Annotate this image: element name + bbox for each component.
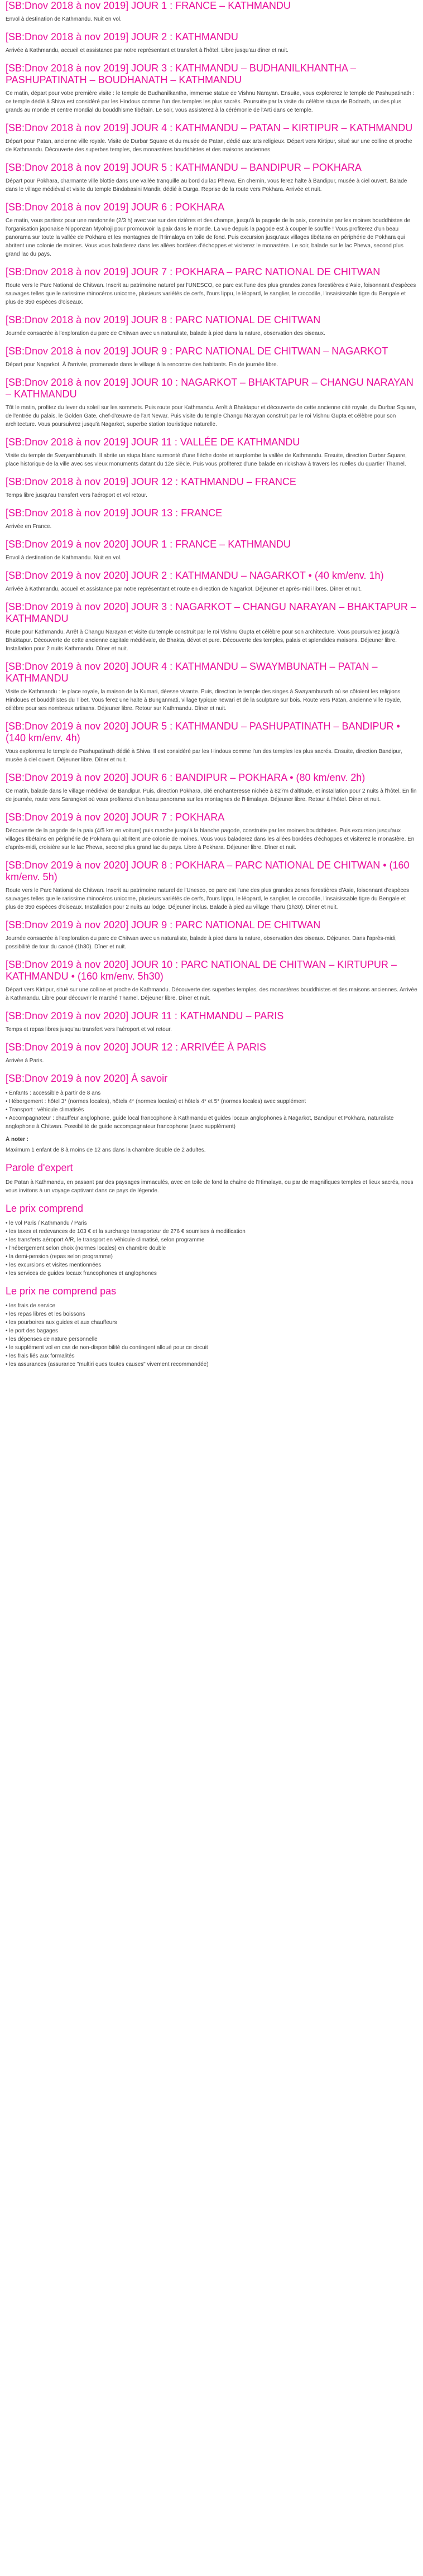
day-block xyxy=(6,507,417,531)
day-block xyxy=(6,63,417,114)
day-title: [SB:Dnov 2019 à nov 2020] JOUR 7 : POKHARA xyxy=(6,812,225,823)
day-block xyxy=(6,122,417,154)
itinerary xyxy=(6,0,417,1065)
expert-section xyxy=(6,1162,417,1195)
non-comprend-title: Le prix ne comprend pas xyxy=(6,1285,117,1297)
savoir-item: • Hébergement : hôtel 3* (normes locales), hôtels 4* (normes locales) et hôtels 4* et 5* (normes locales) avec supplément xyxy=(6,1097,417,1106)
day-title: [SB:Dnov 2019 à nov 2020] JOUR 10 : PARC NATIONAL DE CHITWAN – KIRTUPUR – KATHMANDU • (160 km/env. 5h30) xyxy=(6,959,397,982)
day-title: [SB:Dnov 2018 à nov 2019] JOUR 7 : POKHARA – PARC NATIONAL DE CHITWAN xyxy=(6,266,381,277)
day-block xyxy=(6,959,417,1002)
day-title: [SB:Dnov 2018 à nov 2019] JOUR 11 : VALLÉE DE KATHMANDU xyxy=(6,436,300,448)
day-block xyxy=(6,202,417,258)
day-description: Arrivée à Paris. xyxy=(6,1058,44,1064)
day-description: Découverte de la pagode de la paix (4/5 km en voiture) puis marche jusqu'à la blanche pagode, construite par les moines bouddhistes. Puis excursion jusqu'aux villages tibétains en périphérie de Pokhara qui abritent une colonie de moines. Vous vous baladerez dans les allées bordées d'échoppes et visiterez le monastère. En d'après-midi, croisière sur le lac Phewa, second plus grand lac du pays. Libre à Pokhara. Déjeuner libre. Dîner et nuit. xyxy=(6,828,415,851)
savoir-list xyxy=(6,1089,417,1131)
comprend-item: • la demi-pension (repas selon programme) xyxy=(6,1253,417,1261)
day-block xyxy=(6,919,417,951)
day-description: Tôt le matin, profitez du lever du soleil sur les sommets. Puis route pour Kathmandu. Arrêt à Bhaktapur et découverte de cette ancienne cité royale, du Durbar Square, de l'entrée du palais, le Golden Gate, chef-d'œuvre de l'art Newar. Puis visite du temple Changu Narayan construit par le roi Vishnu Gupta et célèbre pour son architecture. Vous poursuivrez jusqu'à Nagarkot, superbe station touristique naturelle. xyxy=(6,405,416,428)
day-block xyxy=(6,1010,417,1034)
non-comprend-item: • le supplément vol en cas de non-disponibilité du contingent alloué pour ce circuit xyxy=(6,1344,417,1352)
comprend-item: • les taxes et redevances de 103 € et la surcharge transporteur de 276 € soumises à modification xyxy=(6,1227,417,1236)
day-title: [SB:Dnov 2019 à nov 2020] JOUR 6 : BANDIPUR – POKHARA • (80 km/env. 2h) xyxy=(6,772,366,783)
day-block xyxy=(6,162,417,194)
day-title: [SB:Dnov 2019 à nov 2020] JOUR 2 : KATHMANDU – NAGARKOT • (40 km/env. 1h) xyxy=(6,570,384,581)
day-title: [SB:Dnov 2018 à nov 2019] JOUR 12 : KATHMANDU – FRANCE xyxy=(6,476,296,487)
comprend-item: • l'hébergement selon choix (normes locales) en chambre double xyxy=(6,1244,417,1253)
day-title: [SB:Dnov 2019 à nov 2020] JOUR 12 : ARRIVÉE À PARIS xyxy=(6,1042,266,1053)
day-description: Envol à destination de Kathmandu. Nuit en vol. xyxy=(6,555,122,561)
day-description: Ce matin, balade dans le village médiéval de Bandipur. Puis, direction Pokhara, cité enchanteresse nichée à 827m d'altitude, et installation pour 2 nuits à l'hôtel. En fin de journée, route vers Sarangkot où vous profiterez d'un beau panorama sur les montagnes de l'Himalaya. Déjeuner libre. Retour à l'hôtel. Dîner et nuit. xyxy=(6,788,417,803)
non-comprend-item: • les frais de service xyxy=(6,1302,417,1310)
non-comprend-item: • les assurances (assurance "multiri ques toutes causes" vivement recommandée) xyxy=(6,1360,417,1369)
day-description: Journée consacrée à l'exploration du parc de Chitwan avec un naturaliste, balade à pied dans la nature, observation des oiseaux. Déjeuner. Dans l'après-midi, possibilité de tour du canoé (1h30). Dîner et nuit. xyxy=(6,936,397,950)
comprend-section xyxy=(6,1203,417,1278)
day-block xyxy=(6,601,417,653)
day-title: [SB:Dnov 2018 à nov 2019] JOUR 4 : KATHMANDU – PATAN – KIRTIPUR – KATHMANDU xyxy=(6,122,413,133)
day-block xyxy=(6,1042,417,1065)
day-description: Arrivée en France. xyxy=(6,524,52,530)
day-block xyxy=(6,860,417,912)
day-description: Route vers le Parc National de Chitwan. Inscrit au patrimoine naturel de l'Unesco, ce parc est l'une des plus grandes zones forestières d'Asie, foisonnant d'espèces sauvages telles que le rarissime rhinocéros unicorne, plusieurs variétés de cerfs, l'ours lippu, le léopard, le sanglier, le crocodile, l'insaisissable tigre du Bengale et plus de 350 espèces d'oiseaux. Installation pour 2 nuits au lodge. Déjeuner inclus. Balade à pied au village Tharu (1h30). Dîner et nuit. xyxy=(6,888,410,910)
expert-text: De Patan à Kathmandu, en passant par des paysages immaculés, avec en toile de fond la chaîne de l'Himalaya, ou par de magnifiques temples et lieux sacrés, nous vous invitons à un voyage captivant dans ce pays de légende. xyxy=(6,1179,414,1194)
day-block xyxy=(6,31,417,55)
day-title: [SB:Dnov 2019 à nov 2020] JOUR 11 : KATHMANDU – PARIS xyxy=(6,1010,284,1021)
comprend-item: • les excursions et visites mentionnées xyxy=(6,1261,417,1269)
day-description: Départ vers Kirtipur, situé sur une colline et proche de Kathmandu. Découverte des superbes temples, des monastères bouddhistes et des maisons anciennes. Arrivée à Kathmandu. Libre pour découvrir le marché Thamel. Déjeuner libre. Dîner et nuit. xyxy=(6,987,417,1001)
day-title: [SB:Dnov 2019 à nov 2020] JOUR 1 : FRANCE – KATHMANDU xyxy=(6,539,291,550)
day-description: Ce matin, vous partirez pour une randonnée (2/3 h) avec vue sur des rizières et des champs, jusqu'à la pagode de la paix, construite par les moines bouddhistes de l'organisation japonaise Nipponzan Myohoji pour promouvoir la paix dans le monde. La vue depuis la pagode est à couper le souffle ! Vous profiterez d'un beau panorama sur toute la vallée de Pokhara et les montagnes de l'Himalaya en toile de fond. Puis excursion jusqu'aux villages tibétains en périphérie de Pokhara qui abritent une colonie de moines. Vous vous baladerez dans les allées bordées d'échoppes et visiterez le monastère. Le soir, balade sur le lac Phewa, second plus grand lac du pays. xyxy=(6,218,411,257)
day-title: [SB:Dnov 2018 à nov 2019] JOUR 2 : KATHMANDU xyxy=(6,31,238,42)
day-title: [SB:Dnov 2018 à nov 2019] JOUR 10 : NAGARKOT – BHAKTAPUR – CHANGU NARAYAN – KATHMANDU xyxy=(6,377,414,400)
non-comprend-item: • le port des bagages xyxy=(6,1327,417,1335)
savoir-title: [SB:Dnov 2019 à nov 2020] À savoir xyxy=(6,1073,168,1084)
day-title: [SB:Dnov 2018 à nov 2019] JOUR 1 : FRANCE – KATHMANDU xyxy=(6,0,291,11)
day-title: [SB:Dnov 2018 à nov 2019] JOUR 13 : FRANCE xyxy=(6,507,223,519)
day-description: Arrivée à Kathmandu, accueil et assistance par notre représentant et transfert à l'hôtel. Libre jusqu'au dîner et nuit. xyxy=(6,47,289,54)
non-comprend-item: • les frais liés aux formalités xyxy=(6,1352,417,1360)
expert-title: Parole d'expert xyxy=(6,1162,73,1173)
day-title: [SB:Dnov 2018 à nov 2019] JOUR 9 : PARC NATIONAL DE CHITWAN – NAGARKOT xyxy=(6,346,388,357)
day-title: [SB:Dnov 2019 à nov 2020] JOUR 9 : PARC NATIONAL DE CHITWAN xyxy=(6,919,321,930)
day-description: Départ pour Patan, ancienne ville royale. Visite de Durbar Square et du musée de Patan, dédié aux arts religieux. Départ vers Kirtipur, situé sur une colline et proche de Kathmandu. Découverte des superbes temples, des monastères bouddhistes et des maisons anciennes. xyxy=(6,138,412,153)
day-description: Visite de Kathmandu : le place royale, la maison de la Kumari, déesse vivante. Puis, direction le temple des singes à Swayambunath où se côtoient les religions Hindoues et bouddhistes du Tibet. Vous ferez une halte à Bunganmati, village typique newari et de la sculpture sur bois. Route vers Patan, ancienne ville royale, célèbre pour ses nombreux artisans. Déjeuner libre. Retour sur Kathmandu. Dîner et nuit. xyxy=(6,689,402,712)
day-title: [SB:Dnov 2018 à nov 2019] JOUR 8 : PARC NATIONAL DE CHITWAN xyxy=(6,314,321,325)
day-block xyxy=(6,772,417,804)
comprend-item: • le vol Paris / Kathmandu / Paris xyxy=(6,1219,417,1227)
day-description: Ce matin, départ pour votre première visite : le temple de Budhanilkantha, immense statue de Vishnu Narayan. Ensuite, vous explorerez le temple de Pashupatinath : ce temple dédié à Shiva est considéré par les Hindous comme l'un des temples les plus sacrés. Poursuite par la visite du célèbre stupa de Bodnath, un des plus grands au monde et centre mondial du bouddhisme tibétain. Le soir, vous assisterez à la cérémonie de l'Arti dans ce temple. xyxy=(6,90,415,113)
day-title: [SB:Dnov 2019 à nov 2020] JOUR 4 : KATHMANDU – SWAYMBUNATH – PATAN – KATHMANDU xyxy=(6,661,378,684)
comprend-item: • les transferts aéroport A/R, le transport en véhicule climatisé, selon programme xyxy=(6,1236,417,1244)
comprend-title: Le prix comprend xyxy=(6,1203,84,1214)
non-comprend-section xyxy=(6,1285,417,1369)
day-block xyxy=(6,377,417,429)
non-comprend-list xyxy=(6,1302,417,1369)
day-block xyxy=(6,0,417,23)
non-comprend-item: • les repas libres et les boissons xyxy=(6,1310,417,1318)
day-title: [SB:Dnov 2019 à nov 2020] JOUR 5 : KATHMANDU – PASHUPATINATH – BANDIPUR • (140 km/env. 4h) xyxy=(6,721,400,743)
day-description: Route pour Kathmandu. Arrêt à Changu Narayan et visite du temple construit par le roi Vishnu Gupta et célèbre pour son architecture. Vous poursuivrez jusqu'à Bhaktapur. Découverte de cette ancienne capitale médiévale, de Bhakta, dévot et pure. Découverte des temples, palais et splendides maisons. Déjeuner libre. Installation pour 2 nuits Kathmandu. Dîner et nuit. xyxy=(6,629,400,652)
savoir-item: • Enfants : accessible à partir de 8 ans xyxy=(6,1089,417,1097)
day-block xyxy=(6,314,417,338)
savoir-section xyxy=(6,1073,417,1154)
note-title: À noter : xyxy=(6,1136,29,1143)
day-block xyxy=(6,346,417,369)
comprend-item: • les services de guides locaux francophones et anglophones xyxy=(6,1269,417,1278)
day-block xyxy=(6,476,417,500)
day-title: [SB:Dnov 2019 à nov 2020] JOUR 3 : NAGARKOT – CHANGU NARAYAN – BHAKTAPUR – KATHMANDU xyxy=(6,601,416,624)
day-block xyxy=(6,539,417,562)
day-description: Visite du temple de Swayambhunath. Il abrite un stupa blanc surmonté d'une flèche dorée et surplombe la vallée de Kathmandu. Ensuite, direction Durbar Square, place historique de la ville avec ses vieux monuments datant du 12e siècle. Puis vous profiterez d'une balade en rickshaw à travers les ruelles du quartier Thamel. xyxy=(6,453,407,467)
day-block xyxy=(6,266,417,306)
day-description: Vous explorerez le temple de Pashupatinath dédié à Shiva. Il est considéré par les Hindous comme l'un des temples les plus sacrés. Ensuite, direction Bandipur, musée à ciel ouvert. Déjeuner libre. Dîner et nuit. xyxy=(6,749,402,763)
day-description: Départ pour Nagarkot. À l'arrivée, promenade dans le village à la rencontre des habitants. Fin de journée libre. xyxy=(6,362,278,368)
day-title: [SB:Dnov 2018 à nov 2019] JOUR 6 : POKHARA xyxy=(6,202,225,213)
non-comprend-item: • les dépenses de nature personnelle xyxy=(6,1335,417,1344)
comprend-list xyxy=(6,1219,417,1278)
day-description: Temps et repas libres jusqu'au transfert vers l'aéroport et vol retour. xyxy=(6,1026,172,1033)
note-text: Maximum 1 enfant de 8 à moins de 12 ans dans la chambre double de 2 adultes. xyxy=(6,1147,206,1153)
day-block xyxy=(6,721,417,764)
savoir-item: • Transport : véhicule climatisés xyxy=(6,1106,417,1114)
day-description: Envol à destination de Kathmandu. Nuit en vol. xyxy=(6,16,122,22)
day-block xyxy=(6,436,417,468)
day-block xyxy=(6,570,417,593)
day-description: Temps libre jusqu'au transfert vers l'aéroport et vol retour. xyxy=(6,492,147,498)
savoir-item: • Accompagnateur : chauffeur anglophone, guide local francophone à Kathmandu et guides locaux anglophones à Nagarkot, Bandipur et Pokhara, naturaliste anglophone à Chitwan. Possibilité de guide accompagnateur francophone (avec supplément) xyxy=(6,1114,417,1131)
day-description: Journée consacrée à l'exploration du parc de Chitwan avec un naturaliste, balade à pied dans la nature, observation des oiseaux. xyxy=(6,330,325,337)
day-title: [SB:Dnov 2018 à nov 2019] JOUR 3 : KATHMANDU – BUDHANILKHANTHA – PASHUPATINATH – BOUDHANATH – KATHMANDU xyxy=(6,63,356,85)
day-block xyxy=(6,661,417,713)
day-description: Arrivée à Kathmandu, accueil et assistance par notre représentant et route en direction de Nagarkot. Déjeuner et après-midi libres. Dîner et nuit. xyxy=(6,586,362,592)
day-description: Route vers le Parc National de Chitwan. Inscrit au patrimoine naturel par l'UNESCO, ce parc est l'une des plus grandes zones forestières d'Asie, foisonnant d'espèces sauvages telles que le rarissime rhinocéros unicorne, plusieurs variétés de cerfs, l'ours lippu, le léopard, le sanglier, le crocodile, l'insaisissable tigre du Bengale et plus de 350 espèces d'oiseaux. xyxy=(6,282,416,305)
non-comprend-item: • les pourboires aux guides et aux chauffeurs xyxy=(6,1318,417,1327)
day-description: Départ pour Pokhara, charmante ville blottie dans une vallée tranquille au bord du lac Phewa. En chemin, vous ferez halte à Bandipur, musée à ciel ouvert. Balade dans le village médiéval et visite du temple Bindabasini Mandir, dédié à Durga. Reprise de la route vers Pokhara. Arrivée et nuit. xyxy=(6,178,407,193)
day-title: [SB:Dnov 2019 à nov 2020] JOUR 8 : POKHARA – PARC NATIONAL DE CHITWAN • (160 km/env. 5h) xyxy=(6,860,410,882)
day-block xyxy=(6,812,417,852)
day-title: [SB:Dnov 2018 à nov 2019] JOUR 5 : KATHMANDU – BANDIPUR – POKHARA xyxy=(6,162,362,173)
